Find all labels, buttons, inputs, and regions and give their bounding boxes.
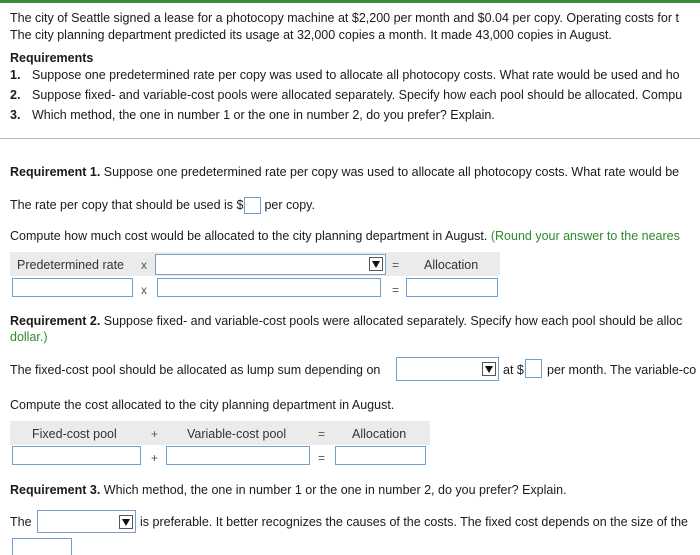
req1-allocation-input[interactable] xyxy=(406,278,498,297)
col-allocation: Allocation xyxy=(352,427,407,441)
section-divider xyxy=(0,138,700,139)
intro-line-2: The city planning department predicted its usage at 32,000 copies a month. It made 43,000 copies in August. xyxy=(10,28,612,42)
equals-operator: = xyxy=(392,283,400,297)
req2-allocation-input[interactable] xyxy=(335,446,426,465)
equals-operator: = xyxy=(318,451,326,465)
req2-fixed-prefix: The fixed-cost pool should be allocated as lump sum depending on xyxy=(10,363,381,377)
intro-line-1: The city of Seattle signed a lease for a photocopy machine at $2,200 per month and $0.04 per copy. Operating costs for t xyxy=(10,11,679,25)
req1-compute-line: Compute how much cost would be allocated to the city planning department in August. (Round your answer to the neares xyxy=(10,229,680,243)
requirements-list xyxy=(10,68,682,128)
req1-heading: Requirement 1. Suppose one predetermined rate per copy was used to allocate all photocopy costs. What rate would be xyxy=(10,165,680,179)
rate-basis-dropdown[interactable] xyxy=(155,254,386,275)
col-predetermined-rate: Predetermined rate xyxy=(17,258,125,272)
req1-rate-input[interactable] xyxy=(12,278,133,297)
at-label: at $ xyxy=(503,363,524,377)
times-operator: x xyxy=(141,283,147,297)
requirement-item: 2. Suppose fixed- and variable-cost pools were allocated separately. Specify how each pool should be allocated. Compu xyxy=(10,88,683,102)
col-variable-cost-pool: Variable-cost pool xyxy=(187,427,287,441)
req2-fixed-suffix: per month. The variable-co xyxy=(547,363,697,377)
req3-pref-text: is preferable. It better recognizes the causes of the costs. The fixed cost depends on the size of the xyxy=(140,515,689,529)
chevron-down-icon[interactable] xyxy=(482,362,496,376)
requirement-item: 3. Which method, the one in number 1 or the one in number 2, do you prefer? Explain. xyxy=(10,108,495,122)
req1-rate-row: The rate per copy that should be used is $ per copy. xyxy=(10,197,315,214)
fixed-amount-input[interactable] xyxy=(525,359,542,378)
explanation-dropdown[interactable] xyxy=(12,538,72,555)
preferred-method-dropdown[interactable] xyxy=(37,510,136,533)
req3-heading: Requirement 3. Which method, the one in number 1 or the one in number 2, do you prefer? Explain. xyxy=(10,483,567,497)
top-accent-line xyxy=(0,0,700,3)
req3-the-label: The xyxy=(10,515,32,529)
req1-quantity-input[interactable] xyxy=(157,278,381,297)
requirements-title: Requirements xyxy=(10,51,94,65)
fixed-basis-dropdown[interactable] xyxy=(396,357,499,381)
req2-heading-hint: dollar.) xyxy=(10,330,48,344)
equals-operator: = xyxy=(318,427,326,441)
chevron-down-icon[interactable] xyxy=(119,515,133,529)
rate-per-copy-input[interactable] xyxy=(244,197,261,214)
times-operator: x xyxy=(141,258,147,272)
req2-variable-input[interactable] xyxy=(166,446,310,465)
req2-heading: Requirement 2. Suppose fixed- and variable-cost pools were allocated separately. Specify how each pool should be alloc xyxy=(10,314,683,328)
plus-operator: + xyxy=(151,451,159,465)
req2-fixed-input[interactable] xyxy=(12,446,141,465)
chevron-down-icon[interactable] xyxy=(369,257,383,271)
req2-compute-line: Compute the cost allocated to the city planning department in August. xyxy=(10,398,395,412)
requirement-item: 1. Suppose one predetermined rate per copy was used to allocate all photocopy costs. What rate would be used and ho xyxy=(10,68,680,82)
equals-operator: = xyxy=(392,258,400,272)
col-allocation: Allocation xyxy=(424,258,479,272)
col-fixed-cost-pool: Fixed-cost pool xyxy=(32,427,117,441)
plus-operator: + xyxy=(151,427,159,441)
